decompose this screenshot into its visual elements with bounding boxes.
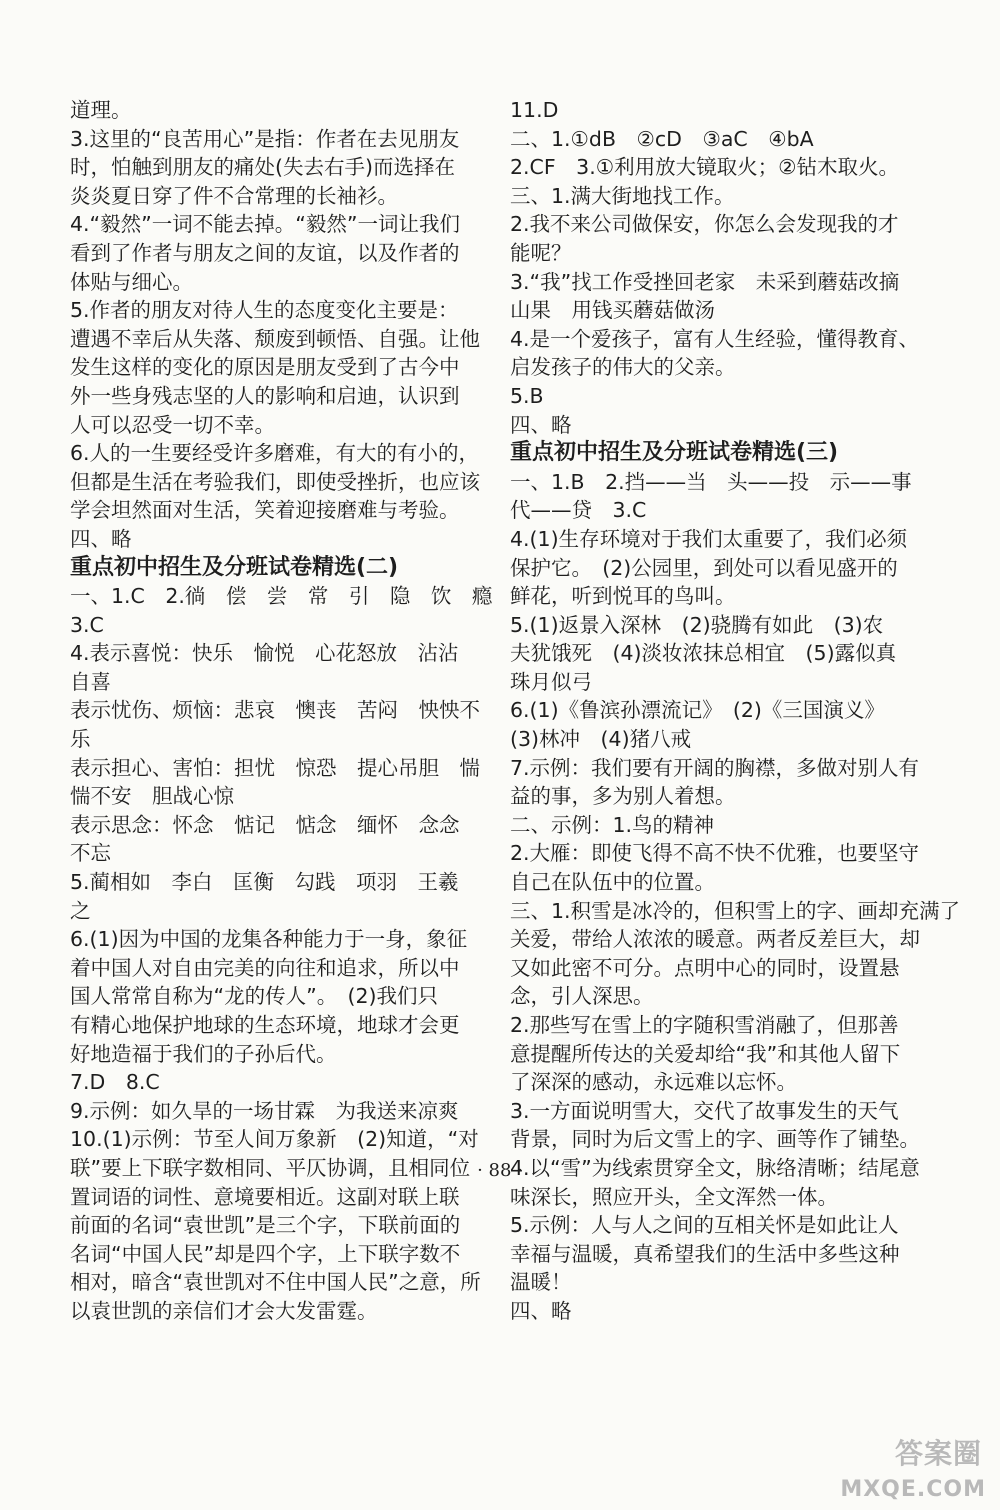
text-line: 发生这样的变化的原因是朋友受到了古今中 <box>70 355 460 380</box>
text-line: 相对，暗含“袁世凯对不住中国人民”之意，所 <box>70 1270 481 1295</box>
text-line: 二、1.①dB ②cD ③aC ④bA <box>510 126 814 151</box>
text-line: 炎炎夏日穿了件不合常理的长袖衫。 <box>70 183 398 208</box>
text-line: 3.一方面说明雪大，交代了故事发生的天气 <box>510 1098 899 1123</box>
text-line: 保护它。 (2)公园里，到处可以看见盛开的 <box>510 555 898 580</box>
text-line: 体贴与细心。 <box>70 269 193 294</box>
text-line: 惴不安 胆战心惊 <box>70 784 234 809</box>
text-line: 道理。 <box>70 98 132 122</box>
text-line: 3.“我”找工作受挫回老家 未采到蘑菇改摘 <box>510 269 900 294</box>
text-line: 5.示例：人与人之间的互相关怀是如此让人 <box>510 1213 899 1238</box>
page-number: · 88 · <box>477 1160 523 1181</box>
text-line: 名词“中国人民”却是四个字，上下联字数不 <box>70 1241 461 1266</box>
text-line: (3)林冲 (4)猪八戒 <box>510 727 692 752</box>
text-line: 遭遇不幸后从失落、颓废到顿悟、自强。让他 <box>70 326 480 351</box>
text-line: 四、略 <box>510 1298 572 1323</box>
text-line: 能呢？ <box>510 240 572 265</box>
section-heading: 重点初中招生及分班试卷精选(二) <box>70 554 399 580</box>
section-heading: 重点初中招生及分班试卷精选(三) <box>510 440 839 466</box>
text-line: 好地造福于我们的子孙后代。 <box>70 1041 337 1066</box>
text-line: 珠月似弓 <box>510 669 592 694</box>
text-line: 4.以“雪”为线索贯穿全文，脉络清晰；结尾意 <box>510 1155 920 1180</box>
text-line: 10.(1)示例：节至人间万象新 (2)知道，“对 <box>70 1127 479 1152</box>
text-line: 4.(1)生存环境对于我们太重要了，我们必须 <box>510 526 908 551</box>
text-line: 2.那些写在雪上的字随积雪消融了，但那善 <box>510 1013 899 1037</box>
text-line: 益的事，多为别人着想。 <box>510 784 736 809</box>
text-line: 启发孩子的伟大的父亲。 <box>510 355 736 380</box>
text-line: 7.D 8.C <box>70 1070 160 1095</box>
text-line: 置词语的词性、意境要相近。这副对联上联 <box>70 1184 460 1209</box>
text-line: 2.大雁：即使飞得不高不快不优雅，也要坚守 <box>510 841 920 866</box>
text-line: 四、略 <box>510 412 572 437</box>
text-line: 3.C <box>70 612 104 637</box>
text-line: 4.“毅然”一词不能去掉。“毅然”一词让我们 <box>70 212 461 237</box>
text-line: 4.是一个爱孩子，富有人生经验，懂得教育、 <box>510 326 920 351</box>
text-line: 温暖！ <box>510 1270 572 1295</box>
text-line: 一、1.C 2.徜 偿 尝 常 引 隐 饮 瘾 <box>70 584 493 609</box>
text-line: 以袁世凯的亲信们才会大发雷霆。 <box>70 1298 378 1323</box>
text-line: 不忘 <box>70 841 111 866</box>
text-line: 一、1.B 2.挡——当 头——投 示——事 <box>510 469 912 494</box>
text-line: 看到了作者与朋友之间的友谊，以及作者的 <box>70 240 460 265</box>
watermark-logo <box>840 1432 990 1502</box>
text-line: 代——贷 3.C <box>510 498 647 523</box>
text-line: 2.我不来公司做保安，你怎么会发现我的才 <box>510 212 899 237</box>
text-line: 前面的名词“袁世凯”是三个字，下联前面的 <box>70 1213 461 1238</box>
text-line: 念，引人深思。 <box>510 984 654 1009</box>
text-line: 3.这里的“良苦用心”是指：作者在去见朋友 <box>70 126 460 151</box>
text-line: 7.示例：我们要有开阔的胸襟，多做对别人有 <box>510 755 920 780</box>
text-line: 背景，同时为后文雪上的字、画等作了铺垫。 <box>510 1127 920 1152</box>
text-line: 山果 用钱买蘑菇做汤 <box>510 298 715 323</box>
text-line: 二、示例：1.鸟的精神 <box>510 812 715 837</box>
text-line: 关爱，带给人浓浓的暖意。两者反差巨大，却 <box>510 927 920 952</box>
watermark-text-top: 答案圈 <box>894 1437 982 1470</box>
text-line: 4.表示喜悦：快乐 愉悦 心花怒放 沾沾 <box>70 641 459 666</box>
text-line: 学会坦然面对生活，笑着迎接磨难与考验。 <box>70 498 460 523</box>
text-line: 6.人的一生要经受许多磨难，有大的有小的， <box>70 441 480 466</box>
text-line: 了深深的感动，永远难以忘怀。 <box>510 1070 797 1095</box>
text-line: 时，怕触到朋友的痛处(失去右手)而选择在 <box>70 155 455 180</box>
text-line: 5.蔺相如 李白 匡衡 勾践 项羽 王羲 <box>70 870 459 895</box>
text-line: 国人常常自称为“龙的传人”。 (2)我们只 <box>70 984 439 1009</box>
text-line: 外一些身残志坚的人的影响和启迪，认识到 <box>70 383 460 408</box>
text-line: 表示思念：怀念 惦记 惦念 缅怀 念念 <box>70 812 460 837</box>
right-column <box>510 96 961 1326</box>
text-line: 表示担心、害怕：担忧 惊恐 提心吊胆 惴 <box>70 755 480 780</box>
left-column <box>70 96 493 1326</box>
text-line: 三、1.满大街地找工作。 <box>510 183 735 208</box>
text-line: 6.(1)《鲁滨孙漂流记》 (2)《三国演义》 <box>510 698 885 723</box>
text-line: 表示忧伤、烦恼：悲哀 懊丧 苦闷 怏怏不 <box>70 698 480 723</box>
text-line: 幸福与温暖，真希望我们的生活中多些这种 <box>510 1241 900 1266</box>
text-line: 乐 <box>70 727 91 752</box>
text-line: 三、1.积雪是冰冷的，但积雪上的字、画却充满了 <box>510 898 961 923</box>
text-line: 人可以忍受一切不幸。 <box>70 412 275 437</box>
text-line: 2.CF 3.①利用放大镜取火；②钻木取火。 <box>510 155 899 180</box>
text-line: 夫犹饿死 (4)淡妆浓抹总相宜 (5)露似真 <box>510 641 897 666</box>
text-line: 之 <box>70 898 91 923</box>
text-line: 6.(1)因为中国的龙集各种能力于一身，象征 <box>70 927 468 952</box>
text-line: 着中国人对自由完美的向往和追求，所以中 <box>70 955 460 980</box>
text-line: 意提醒所传达的关爱却给“我”和其他人留下 <box>510 1041 901 1066</box>
text-line: 自己在队伍中的位置。 <box>510 870 715 895</box>
text-line: 自喜 <box>70 669 111 694</box>
watermark-text-bottom: MXQE.COM <box>840 1477 986 1502</box>
text-line: 但都是生活在考验我们，即使受挫折，也应该 <box>70 469 480 494</box>
text-line: 5.作者的朋友对待人生的态度变化主要是： <box>70 298 459 323</box>
text-line: 鲜花，听到悦耳的鸟叫。 <box>510 584 736 609</box>
text-line: 又如此密不可分。点明中心的同时，设置悬 <box>510 955 900 980</box>
text-line: 5.B <box>510 383 544 408</box>
text-line: 有精心地保护地球的生态环境，地球才会更 <box>70 1013 460 1037</box>
text-line: 9.示例：如久旱的一场甘霖 为我送来凉爽 <box>70 1098 459 1123</box>
text-line: 味深长，照应开头，全文浑然一体。 <box>510 1184 838 1209</box>
text-line: 联”要上下联字数相同、平仄协调，且相同位 <box>70 1155 471 1180</box>
text-line: 5.(1)返景入深林 (2)骁腾有如此 (3)农 <box>510 612 884 637</box>
text-line: 四、略 <box>70 526 132 551</box>
text-line: 11.D <box>510 98 559 122</box>
